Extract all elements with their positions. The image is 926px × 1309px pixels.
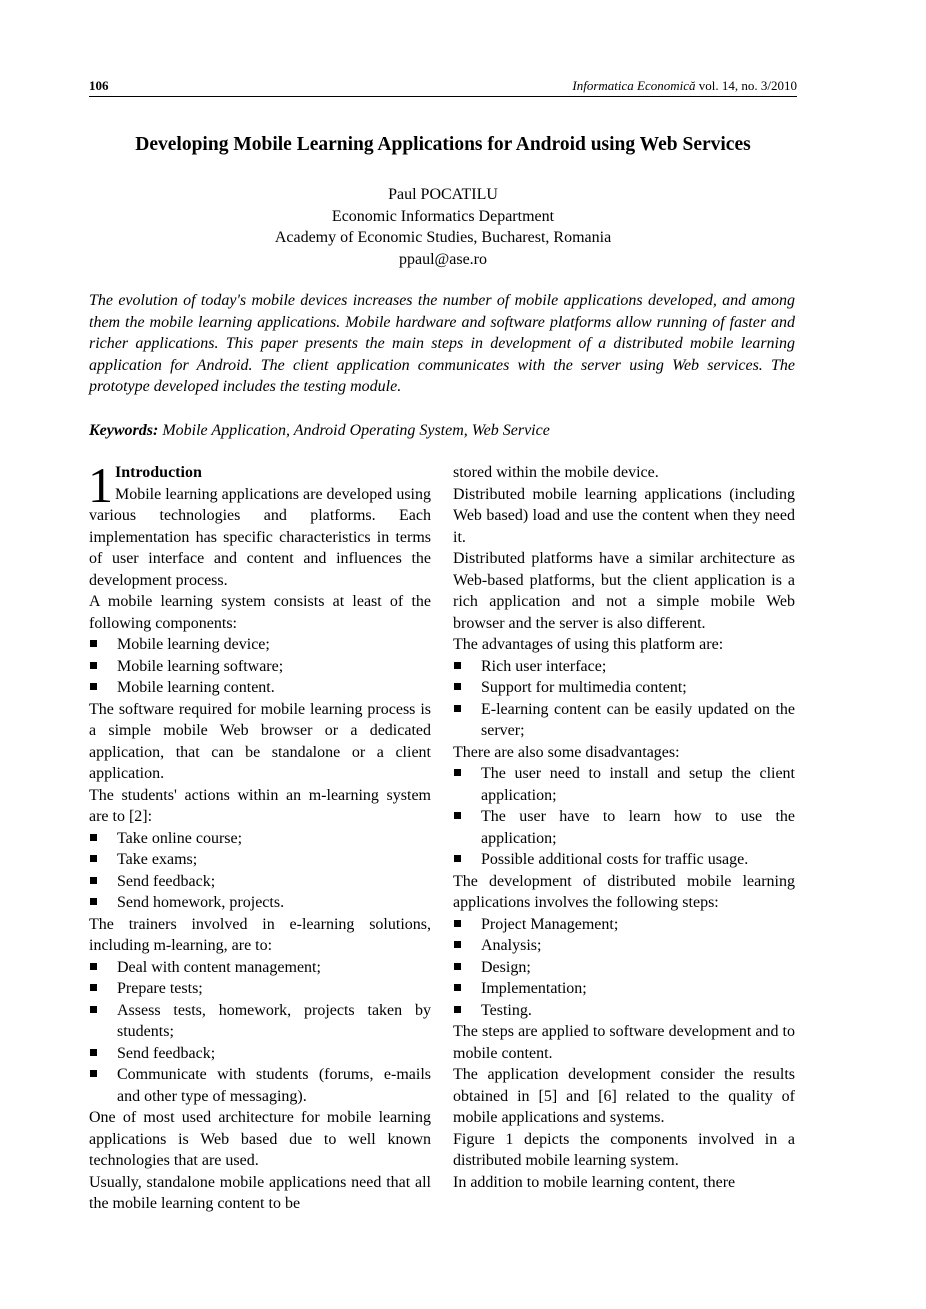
bullet-list: [89, 634, 431, 699]
paragraph: The students' actions within an m-learning system are to [2]:: [89, 786, 431, 825]
list-item: Design;: [453, 957, 795, 979]
list-item: Analysis;: [453, 935, 795, 957]
bullet-icon: [90, 1049, 97, 1056]
bullet-list: [453, 763, 795, 871]
bullet-icon: [90, 1006, 97, 1013]
list-item: Take online course;: [89, 828, 431, 850]
paragraph: The steps are applied to software development and to mobile content.: [453, 1023, 795, 1062]
bullet-icon: [454, 769, 461, 776]
journal-volume: vol. 14, no. 3/2010: [695, 78, 797, 93]
bullet-icon: [90, 855, 97, 862]
bullet-list: [453, 914, 795, 1022]
list-item: Testing.: [453, 1000, 795, 1022]
bullet-icon: [90, 834, 97, 841]
list-item: Deal with content management;: [89, 957, 431, 979]
list-item: Communicate with students (forums, e-mails and other type of messaging).: [89, 1064, 431, 1107]
list-item: Send feedback;: [89, 871, 431, 893]
list-item: Take exams;: [89, 849, 431, 871]
section-intro: [88, 457, 431, 591]
bullet-icon: [454, 963, 461, 970]
paragraph: Usually, standalone mobile applications need that all the mobile learning content to be: [89, 1173, 431, 1212]
bullet-list: [89, 957, 431, 1108]
paragraph: In addition to mobile learning content, there: [453, 1173, 736, 1191]
list-item: Assess tests, homework, projects taken by students;: [89, 1000, 431, 1043]
bullet-icon: [90, 963, 97, 970]
list-item: Rich user interface;: [453, 656, 795, 678]
right-column: [453, 462, 795, 1193]
list-item: Mobile learning content.: [89, 677, 431, 699]
bullet-list: [453, 656, 795, 742]
bullet-icon: [90, 984, 97, 991]
author-institution: Academy of Economic Studies, Bucharest, Romania: [274, 229, 612, 246]
author-department: Economic Informatics Department: [331, 207, 555, 225]
bullet-icon: [90, 877, 97, 884]
list-item: Send feedback;: [89, 1043, 431, 1065]
left-column: [88, 457, 431, 1215]
paragraph: stored within the mobile device.: [453, 464, 659, 481]
list-item: Support for multimedia content;: [453, 677, 795, 699]
keywords-text: Mobile Application, Android Operating System, Web Service: [158, 422, 550, 439]
running-header: [89, 76, 797, 97]
paragraph: A mobile learning system consists at least of the following components:: [89, 593, 431, 632]
paragraph: Distributed platforms have a similar architecture as Web-based platforms, but the client application is a rich application and not a simple mobile Web browser and the server is also different.: [453, 550, 795, 632]
bullet-icon: [90, 662, 97, 669]
paragraph: The application development consider the results obtained in [5] and [6] related to the quality of mobile applications and systems.: [453, 1066, 795, 1126]
bullet-icon: [454, 705, 461, 712]
paragraph: Mobile learning applications are developed using various technologies and platforms. Each implementation has specific characteristics in terms of user interface and content and influences the development process.: [89, 485, 431, 589]
bullet-icon: [90, 898, 97, 905]
list-item: Send homework, projects.: [89, 892, 431, 914]
author-name: Paul POCATILU: [388, 186, 498, 203]
bullet-icon: [454, 662, 461, 669]
bullet-icon: [454, 683, 461, 690]
section-title: Introduction: [115, 464, 202, 481]
bullet-icon: [90, 1070, 97, 1077]
list-item: Implementation;: [453, 978, 795, 1000]
keywords-label: Keywords:: [89, 422, 159, 439]
list-item: The user need to install and setup the client application;: [453, 763, 795, 806]
bullet-icon: [454, 920, 461, 927]
page-number: 106: [89, 78, 109, 93]
paragraph: Figure 1 depicts the components involved in a distributed mobile learning system.: [453, 1130, 795, 1169]
list-item: Possible additional costs for traffic usage.: [453, 849, 795, 871]
paragraph: Distributed mobile learning applications (including Web based) load and use the content when they need it.: [453, 485, 795, 546]
list-item: Mobile learning software;: [89, 656, 431, 678]
bullet-icon: [90, 640, 97, 647]
list-item: Prepare tests;: [89, 978, 431, 1000]
abstract: The evolution of today's mobile devices increases the number of mobile applications developed, and among them the mobile learning applications. Mobile hardware and software platforms allow running of faster and richer applications. This paper presents the main steps in development of a distributed mobile learning application for Android. The client application communicates with the server using Web services. The prototype developed includes the testing module.: [89, 292, 795, 395]
list-item: Project Management;: [453, 914, 795, 936]
paragraph: The advantages of using this platform are:: [453, 636, 724, 653]
journal-citation: [572, 78, 797, 94]
paper-title: Developing Mobile Learning Applications for Android using Web Services: [135, 134, 751, 155]
paragraph: There are also some disadvantages:: [453, 743, 680, 761]
bullet-list: [89, 828, 431, 914]
author-block: [89, 184, 797, 270]
bullet-icon: [454, 1006, 461, 1013]
paragraph: The development of distributed mobile learning applications involves the following steps:: [453, 872, 795, 911]
bullet-icon: [454, 855, 461, 862]
bullet-icon: [454, 941, 461, 948]
list-item: Mobile learning device;: [89, 634, 431, 656]
paragraph: One of most used architecture for mobile learning applications is Web based due to well known technologies that are used.: [89, 1109, 431, 1169]
keywords: [89, 420, 795, 442]
list-item: E-learning content can be easily updated on the server;: [453, 699, 795, 742]
journal-name: Informatica Economică: [572, 78, 696, 93]
paragraph: The trainers involved in e-learning solutions, including m-learning, are to:: [89, 915, 431, 954]
bullet-icon: [454, 812, 461, 819]
paragraph: The software required for mobile learning process is a simple mobile Web browser or a dedicated application, that can be standalone or a client application.: [89, 700, 431, 782]
list-item: The user have to learn how to use the application;: [453, 806, 795, 849]
author-email: ppaul@ase.ro: [398, 250, 488, 268]
section-number: 1: [88, 457, 113, 513]
bullet-icon: [454, 984, 461, 991]
bullet-icon: [90, 683, 97, 690]
